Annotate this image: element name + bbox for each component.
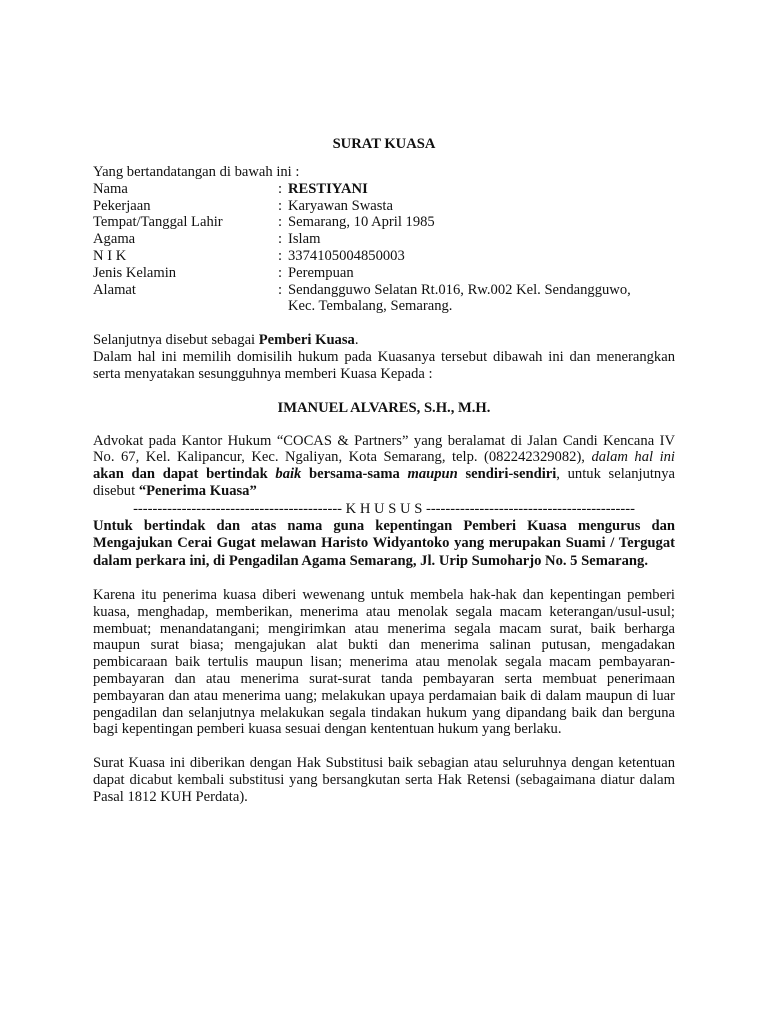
khusus-divider: ------------------------------------------- K H U S U S ------------------------------------------- [133, 500, 635, 517]
domicile-paragraph: Dalam hal ini memilih domisilih hukum pada Kuasanya tersebut dibawah ini dan menerangkan serta menyatakan sesungguhnya memberi Kuasa Kepada : [93, 348, 675, 382]
field-separator: : [278, 197, 283, 214]
field-value: Islam [288, 231, 321, 248]
attorney-desc-text: Advokat pada Kantor Hukum “COCAS & Partners” yang beralamat di Jalan Candi Kencana IV No. 67, Kel. Kalipancur, Kec. Ngaliyan, Kota Semarang, telp. (082242329082), [93, 432, 675, 466]
field-label: Alamat [93, 281, 136, 298]
field-row-alamat [93, 282, 675, 299]
attorney-desc-bold-italic: baik [275, 466, 302, 483]
field-label: Agama [93, 231, 136, 248]
intro-line: Yang bertandatangan di bawah ini : [93, 164, 300, 180]
field-separator: : [278, 180, 283, 197]
field-value: 3374105004850003 [288, 247, 405, 264]
field-label: Pekerjaan [93, 197, 151, 214]
field-row-nik [93, 248, 675, 265]
grantor-term: Pemberi Kuasa [258, 332, 355, 349]
substitution-paragraph: Surat Kuasa ini diberikan dengan Hak Substitusi baik sebagian atau seluruhnya dengan ketentuan dapat dicabut kembali substitusi yang bersangkutan serta Hak Retensi (sebagaimana diatur dalam Pasal 1812 KUH Perdata). [93, 755, 675, 805]
identity-fields [93, 181, 675, 315]
powers-paragraph: Karena itu penerima kuasa diberi wewenang untuk membela hak-hak dan kepentingan pemberi kuasa, menghadap, memberikan, menerima atau menolak segala macam keterangan/usul-usul; membuat; menandatangani; mengirimkan atau menerima segala macam surat, baik berharga maupun surat biasa; mengajukan alat bukti dan menerima salinan putusan, mengadakan pembicaraan baik tertulis maupun lisan; menerima atau menolak segala macam pembayaran-pembayaran dan atau menerima surat-surat tanda pembayaran serta membuat penerimaan pembayaran dan atau menerima uang; melakukan upaya perdamaian baik di dalam maupun di luar pengadilan dan selanjutnya melakukan segala tindakan hukum yang dipandang baik dan berguna bagi kepentingan pemberi kuasa sesuai dengan kententuan hukum yang berlaku. [93, 587, 675, 738]
grantor-prefix: Selanjutnya disebut sebagai [93, 332, 259, 349]
field-row-ttl [93, 214, 675, 231]
field-value: Sendangguwo Selatan Rt.016, Rw.002 Kel. Sendangguwo, [288, 281, 631, 298]
field-value: Semarang, 10 April 1985 [288, 214, 435, 231]
field-row-jenis-kelamin [93, 265, 675, 282]
field-label: Nama [93, 180, 128, 197]
attorney-desc-bold-italic: maupun [407, 466, 458, 483]
field-value: Karyawan Swasta [288, 197, 393, 214]
field-separator: : [278, 214, 283, 231]
field-value: RESTIYANI [288, 180, 368, 197]
field-label: N I K [93, 247, 127, 264]
attorney-desc-text: , untuk selanjutnya disebut [93, 466, 676, 499]
field-value: Perempuan [288, 264, 354, 281]
attorney-desc-italic: dalam hal ini [591, 449, 675, 466]
attorney-desc-bold: sendiri-sendiri [457, 466, 557, 483]
field-separator: : [278, 281, 283, 298]
attorney-desc-bold: “Penerima Kuasa” [138, 482, 257, 499]
attorney-desc-bold: akan dan dapat bertindak [93, 466, 276, 483]
field-separator: : [278, 231, 283, 248]
grantor-suffix: . [354, 332, 359, 349]
field-row-pekerjaan [93, 198, 675, 215]
grantor-line [93, 332, 675, 349]
field-row-agama [93, 231, 675, 248]
field-separator: : [278, 247, 283, 264]
document-title: SURAT KUASA [332, 136, 436, 152]
attorney-desc-bold: bersama-sama [301, 466, 408, 483]
field-row-nama [93, 181, 675, 198]
attorney-description [93, 433, 675, 500]
khusus-paragraph: Untuk bertindak dan atas nama guna kepentingan Pemberi Kuasa mengurus dan Mengajukan Cerai Gugat melawan Haristo Widyantoko yang merupakan Suami / Tergugat dalam perkara ini, di Pengadilan Agama Semarang, Jl. Urip Sumoharjo No. 5 Semarang. [93, 517, 675, 569]
field-separator: : [278, 264, 283, 281]
field-value-continuation: Kec. Tembalang, Semarang. [288, 298, 453, 315]
field-label: Tempat/Tanggal Lahir [93, 214, 223, 231]
attorney-name: IMANUEL ALVARES, S.H., M.H. [277, 399, 491, 416]
document-body [93, 135, 675, 806]
field-label: Jenis Kelamin [93, 264, 177, 281]
